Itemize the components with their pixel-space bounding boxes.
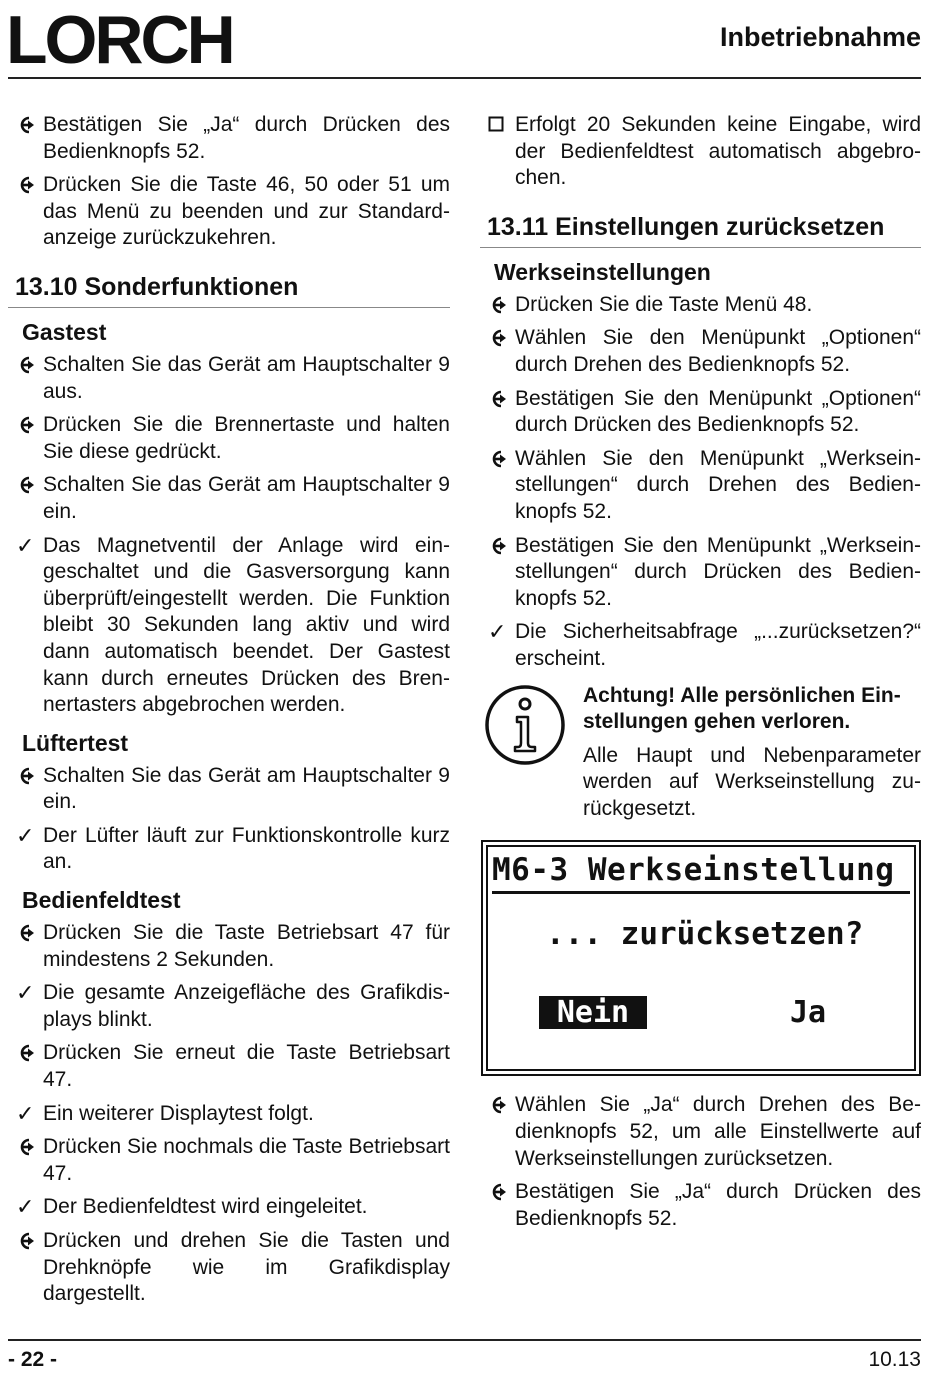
item-text: Schalten Sie das Gerät am Hauptschalter 9 ein. (43, 763, 450, 814)
heading-lueftertest: Lüftertest (22, 729, 129, 756)
lorch-logo: LORCH (6, 2, 233, 78)
checkmark-icon: ✓ (488, 619, 507, 645)
item-text: Drücken Sie nochmals die Taste Betriebsart 47. (43, 1135, 450, 1185)
checkmark-icon: ✓ (16, 1100, 35, 1126)
arrow-icon (16, 1228, 38, 1250)
heading-bedienfeldtest: Bedienfeldtest (22, 887, 181, 914)
bedienfeldtest-list (8, 920, 450, 1308)
step-item (8, 412, 450, 465)
chapter-title: Inbetriebnahme (719, 22, 921, 52)
arrow-icon (488, 1092, 510, 1114)
notice-title: Achtung! Alle persönlichen Einstellungen gehen verloren. (583, 683, 901, 734)
checkmark-icon: ✓ (16, 1194, 35, 1220)
arrow-icon (488, 325, 510, 347)
right-column (480, 112, 921, 1239)
graphic-display (481, 840, 921, 1076)
footer-divider (8, 1339, 921, 1341)
werkseinstellungen-list (480, 292, 921, 673)
result-item (8, 980, 450, 1033)
step-item (480, 386, 921, 439)
arrow-icon (16, 763, 38, 785)
display-option-no: Nein (539, 996, 647, 1029)
section-title-einstellungen-zuruecksetzen: 13.11 Einstellungen zurücksetzen (480, 212, 921, 248)
step-item (8, 472, 450, 525)
item-text: Der Bedienfeldtest wird eingeleitet. (43, 1195, 368, 1219)
info-icon (483, 683, 567, 775)
item-text: Schalten Sie das Gerät am Hauptschalter 9 aus. (43, 352, 450, 403)
item-text: Der Lüfter läuft zur Funktionskontrolle kurz an. (43, 823, 450, 874)
notice-body: Alle Haupt und Nebenparameter werden auf Werkseinstellung zurückgesetzt. (583, 743, 921, 820)
arrow-icon (488, 1179, 510, 1201)
document-version: 10.13 (868, 1348, 921, 1371)
arrow-icon (16, 1040, 38, 1062)
step-item (8, 1228, 450, 1308)
heading-werkseinstellungen: Werkseinstellungen (494, 258, 711, 285)
arrow-icon (16, 412, 38, 434)
arrow-icon (16, 112, 38, 134)
result-item (8, 533, 450, 719)
step-item (8, 920, 450, 973)
after-display-list (480, 1092, 921, 1232)
item-text: Wählen Sie den Menüpunkt „Optionen“ durch Drehen des Bedienknopfs 52. (515, 326, 921, 376)
header-divider (8, 77, 921, 79)
arrow-icon (16, 1134, 38, 1156)
display-frame (486, 845, 916, 1071)
display-title: M6-3 Werkseinstellung (492, 852, 895, 889)
arrow-icon (488, 446, 510, 468)
step-item (480, 1179, 921, 1232)
item-text: Wählen Sie „Ja“ durch Drehen des Bedienknopfs 52, um alle Einstellwerte auf Werkseinstellungen zurücksetzen. (515, 1093, 921, 1170)
step-item (480, 292, 921, 319)
item-text: Drücken Sie erneut die Taste Betriebsart 47. (43, 1041, 450, 1092)
step-item (480, 1092, 921, 1172)
item-text: Drücken Sie die Taste Betriebsart 47 für mindestens 2 Sekunden. (43, 921, 450, 971)
item-text: Bestätigen Sie den Menüpunkt „Optionen“ durch Drücken des Bedienknopfs 52. (515, 386, 921, 437)
checkmark-icon: ✓ (16, 822, 35, 848)
item-text: Erfolgt 20 Sekunden keine Eingabe, wird der Bedienfeldtest automatisch abgebrochen. (515, 113, 921, 190)
section-title-sonderfunktionen: 13.10 Sonderfunktionen (8, 272, 450, 308)
arrow-icon (488, 386, 510, 408)
checkmark-icon: ✓ (16, 532, 35, 558)
item-text: Drücken Sie die Taste 46, 50 oder 51 um das Menü zu beenden und zur Standardanzeige zurückzukehren. (43, 173, 450, 250)
item-text: Die Sicherheitsabfrage „...zurücksetzen?“ erscheint. (515, 620, 921, 670)
step-item (480, 533, 921, 613)
page-number: - 22 - (8, 1348, 58, 1371)
result-item (8, 1194, 450, 1221)
arrow-icon (16, 920, 38, 942)
step-item (8, 1040, 450, 1093)
step-item (8, 112, 450, 165)
left-column (8, 112, 450, 1315)
arrow-icon (488, 533, 510, 555)
right-intro-list (480, 112, 921, 192)
item-text: Bestätigen Sie den Menüpunkt „Werkseinstellungen“ durch Drücken des Bedienknopfs 52. (515, 533, 921, 610)
warning-notice (480, 683, 921, 823)
step-item (8, 352, 450, 405)
heading-gastest: Gastest (22, 318, 107, 345)
item-text: Wählen Sie den Menüpunkt „Werkseinstellungen“ durch Drehen des Bedienknopfs 52. (515, 446, 921, 523)
item-text: Die gesamte Anzeigefläche des Grafikdisplays blinkt. (43, 981, 450, 1031)
display-message: ... zurücksetzen? (546, 916, 864, 953)
item-text: Drücken Sie die Brennertaste und halten Sie diese gedrückt. (43, 413, 450, 463)
item-text: Drücken Sie die Taste Menü 48. (515, 292, 813, 316)
step-item (480, 446, 921, 526)
item-text: Ein weiterer Displaytest folgt. (43, 1101, 314, 1125)
left-intro-list (8, 112, 450, 252)
result-item (8, 823, 450, 876)
item-text: Das Magnetventil der Anlage wird eingeschaltet und die Gasversorgung kann überprüft/eingestellt werden. Die Funktion bleibt 30 Sekunden lang aktiv und wird dann automatisch beendet. Der Gastest kann durch erneutes Drücken des Brennertasters abgebrochen werden. (43, 533, 450, 717)
step-item (480, 325, 921, 378)
arrow-icon (488, 292, 510, 314)
lueftertest-list (8, 763, 450, 876)
result-item (8, 1101, 450, 1128)
step-item (8, 172, 450, 252)
gastest-list (8, 352, 450, 719)
checkmark-icon: ✓ (16, 980, 35, 1006)
arrow-icon (16, 352, 38, 374)
note-item (480, 112, 921, 192)
checkbox-icon (488, 112, 510, 133)
display-option-yes: Ja (790, 995, 827, 1031)
arrow-icon (16, 172, 38, 194)
step-item (8, 763, 450, 816)
result-item (480, 619, 921, 672)
item-text: Bestätigen Sie „Ja“ durch Drücken des Bedienknopfs 52. (515, 1180, 921, 1230)
arrow-icon (16, 472, 38, 494)
item-text: Schalten Sie das Gerät am Hauptschalter 9 ein. (43, 473, 450, 523)
display-separator (492, 891, 910, 894)
item-text: Bestätigen Sie „Ja“ durch Drücken des Bedienknopfs 52. (43, 113, 450, 163)
item-text: Drücken und drehen Sie die Tasten und Drehknöpfe wie im Grafikdisplay dargestellt. (43, 1229, 450, 1306)
step-item (8, 1134, 450, 1187)
